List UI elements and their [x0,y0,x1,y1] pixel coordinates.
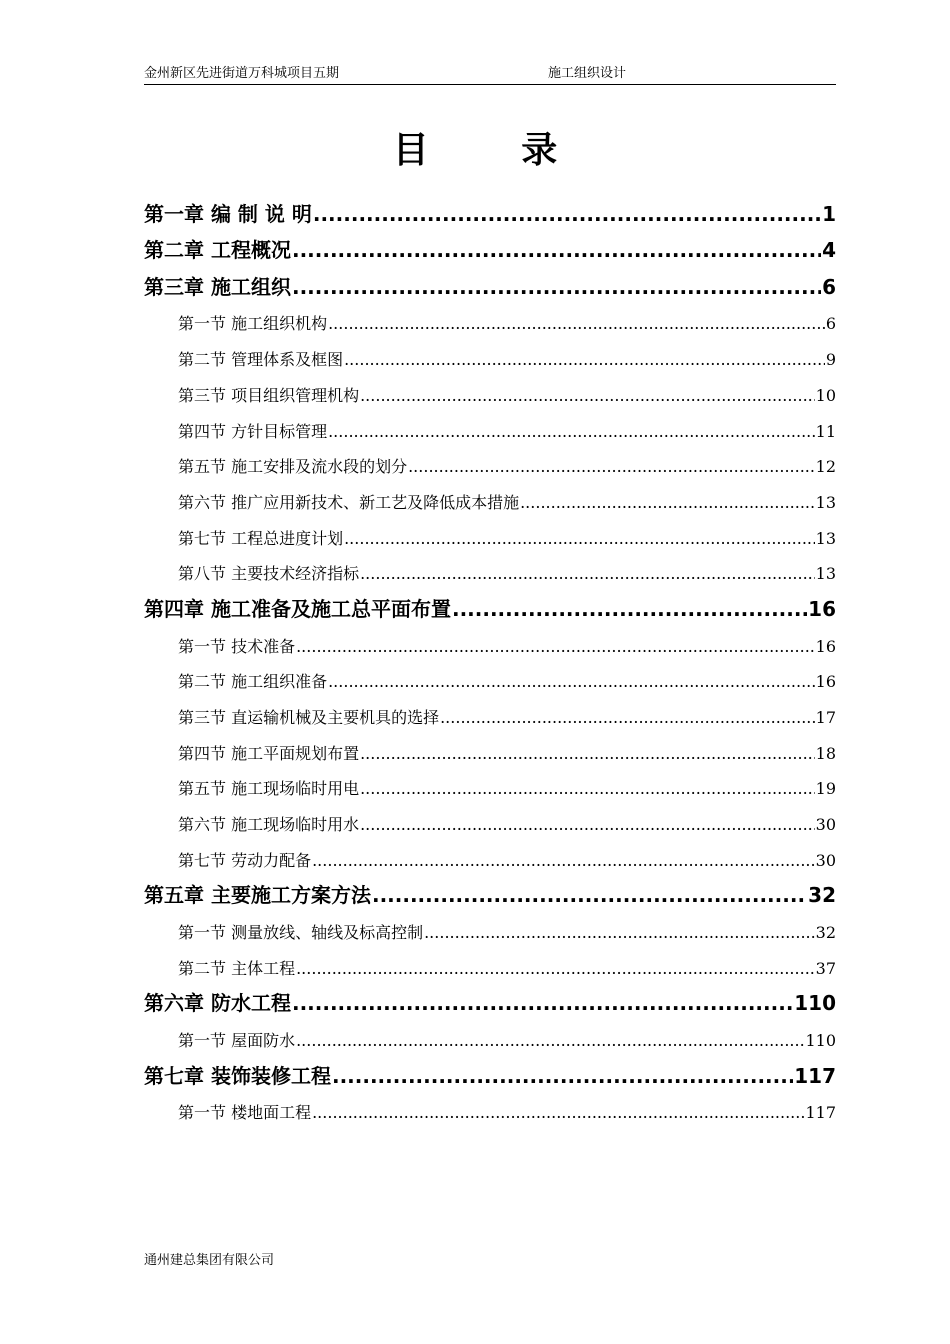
toc-section-entry[interactable] [178,693,836,729]
toc-entry-page-number: 1 [822,201,836,226]
toc-section-entry[interactable] [178,765,836,801]
toc-entry-page-number: 4 [822,238,836,263]
toc-entry-page-number: 17 [815,707,836,727]
toc-section-entry[interactable] [178,1089,836,1125]
toc-dot-leader [372,882,807,908]
toc-section-entry[interactable] [178,836,836,872]
toc-entry-label: 第七节 工程总进度计划 [178,528,344,548]
toc-entry-page-number: 11 [815,421,836,441]
toc-section-entry[interactable] [178,443,836,479]
toc-dot-leader [296,1030,804,1052]
toc-entry-label: 第五节 施工现场临时用电 [178,779,360,799]
toc-section-entry[interactable] [178,729,836,765]
toc-dot-leader [312,1102,804,1124]
toc-entry-label: 第六节 推广应用新技术、新工艺及降低成本措施 [178,492,520,512]
toc-dot-leader [360,563,815,585]
toc-dot-leader [360,385,815,407]
toc-entry-label: 第一节 技术准备 [178,636,296,656]
toc-section-entry[interactable] [178,300,836,336]
toc-section-entry[interactable] [178,1016,836,1052]
toc-dot-leader [292,237,821,263]
toc-dot-leader [344,528,815,550]
toc-chapter-entry[interactable] [144,227,836,264]
toc-dot-leader [360,778,815,800]
toc-entry-label: 第三节 项目组织管理机构 [178,385,360,405]
toc-dot-leader [344,349,825,371]
toc-dot-leader [452,596,807,622]
toc-entry-label: 第二节 施工组织准备 [178,672,328,692]
toc-chapter-entry[interactable] [144,263,836,300]
toc-dot-leader [360,743,815,765]
toc-section-entry[interactable] [178,407,836,443]
header-project-name: 金州新区先进街道万科城项目五期 [144,66,340,81]
toc-entry-label: 第五节 施工安排及流水段的划分 [178,457,408,477]
toc-entry-label: 第一节 测量放线、轴线及标高控制 [178,922,424,942]
header-document-type: 施工组织设计 [548,66,627,81]
toc-entry-page-number: 10 [815,385,836,405]
toc-dot-leader [332,1063,793,1089]
toc-entry-label: 第三章 施工组织 [144,274,291,299]
toc-chapter-entry[interactable] [144,190,836,227]
toc-entry-page-number: 16 [815,672,836,692]
toc-entry-page-number: 110 [805,1030,836,1050]
toc-entry-page-number: 32 [808,883,836,908]
toc-section-entry[interactable] [178,514,836,550]
toc-entry-page-number: 6 [825,314,836,334]
toc-entry-label: 第八节 主要技术经济指标 [178,564,360,584]
toc-dot-leader [292,990,793,1016]
toc-section-entry[interactable] [178,800,836,836]
toc-entry-label: 第一节 屋面防水 [178,1030,296,1050]
toc-entry-page-number: 12 [815,457,836,477]
toc-entry-page-number: 13 [815,528,836,548]
toc-entry-label: 第一章 编 制 说 明 [144,201,312,226]
toc-entry-page-number: 117 [805,1103,836,1123]
toc-chapter-entry[interactable] [144,980,836,1017]
toc-dot-leader [296,958,815,980]
toc-dot-leader [328,313,825,335]
toc-dot-leader [424,922,815,944]
toc-section-entry[interactable] [178,908,836,944]
toc-section-entry[interactable] [178,371,836,407]
toc-entry-label: 第六章 防水工程 [144,991,291,1016]
toc-entry-page-number: 30 [815,815,836,834]
toc-dot-leader [440,707,815,729]
toc-entry-label: 第五章 主要施工方案方法 [144,883,371,908]
toc-entry-label: 第四节 施工平面规划布置 [178,743,360,763]
toc-entry-label: 第二节 主体工程 [178,958,296,978]
toc-entry-page-number: 6 [822,274,836,299]
toc-entry-page-number: 117 [794,1063,836,1088]
toc-dot-leader [328,671,815,693]
toc-entry-page-number: 37 [815,958,836,978]
toc-entry-page-number: 13 [815,492,836,512]
toc-entry-label: 第二章 工程概况 [144,238,291,263]
toc-entry-page-number: 13 [815,564,836,584]
toc-entry-page-number: 32 [815,922,836,942]
footer-company: 通州建总集团有限公司 [144,1253,275,1268]
toc-chapter-entry[interactable] [144,585,836,622]
toc-entry-label: 第四节 方针目标管理 [178,421,328,441]
toc-entry-page-number: 16 [815,636,836,656]
toc-section-entry[interactable] [178,335,836,371]
toc-entry-label: 第七章 装饰装修工程 [144,1063,331,1088]
toc-entry-label: 第三节 直运输机械及主要机具的选择 [178,707,440,727]
toc-dot-leader [408,456,815,478]
toc-dot-leader [360,814,815,836]
toc-dot-leader [328,421,815,443]
toc-entry-label: 第七节 劳动力配备 [178,850,312,870]
toc-dot-leader [312,850,815,872]
toc-dot-leader [520,492,815,514]
toc-entry-label: 第一节 楼地面工程 [178,1103,312,1123]
toc-chapter-entry[interactable] [144,872,836,909]
toc-chapter-entry[interactable] [144,1052,836,1089]
toc-entry-page-number: 110 [794,991,836,1016]
toc-entry-page-number: 9 [825,350,836,370]
toc-section-entry[interactable] [178,550,836,586]
toc-entry-page-number: 19 [815,779,836,799]
toc-entry-page-number: 16 [808,596,836,621]
toc-entry-page-number: 30 [815,850,836,870]
toc-entry-page-number: 18 [815,743,836,763]
page-header [144,66,836,85]
toc-section-entry[interactable] [178,658,836,694]
toc-entry-label: 第二节 管理体系及框图 [178,350,344,370]
toc-title: 目 录 [392,130,598,171]
toc-section-entry[interactable] [178,944,836,980]
toc-dot-leader [292,274,821,300]
toc-section-entry[interactable] [178,622,836,658]
toc-section-entry[interactable] [178,478,836,514]
toc-entry-label: 第一节 施工组织机构 [178,314,328,334]
toc-dot-leader [313,201,821,227]
toc-entry-label: 第六节 施工现场临时用水 [178,815,360,834]
table-of-contents [144,190,836,1124]
toc-dot-leader [296,636,815,658]
toc-entry-label: 第四章 施工准备及施工总平面布置 [144,596,451,621]
